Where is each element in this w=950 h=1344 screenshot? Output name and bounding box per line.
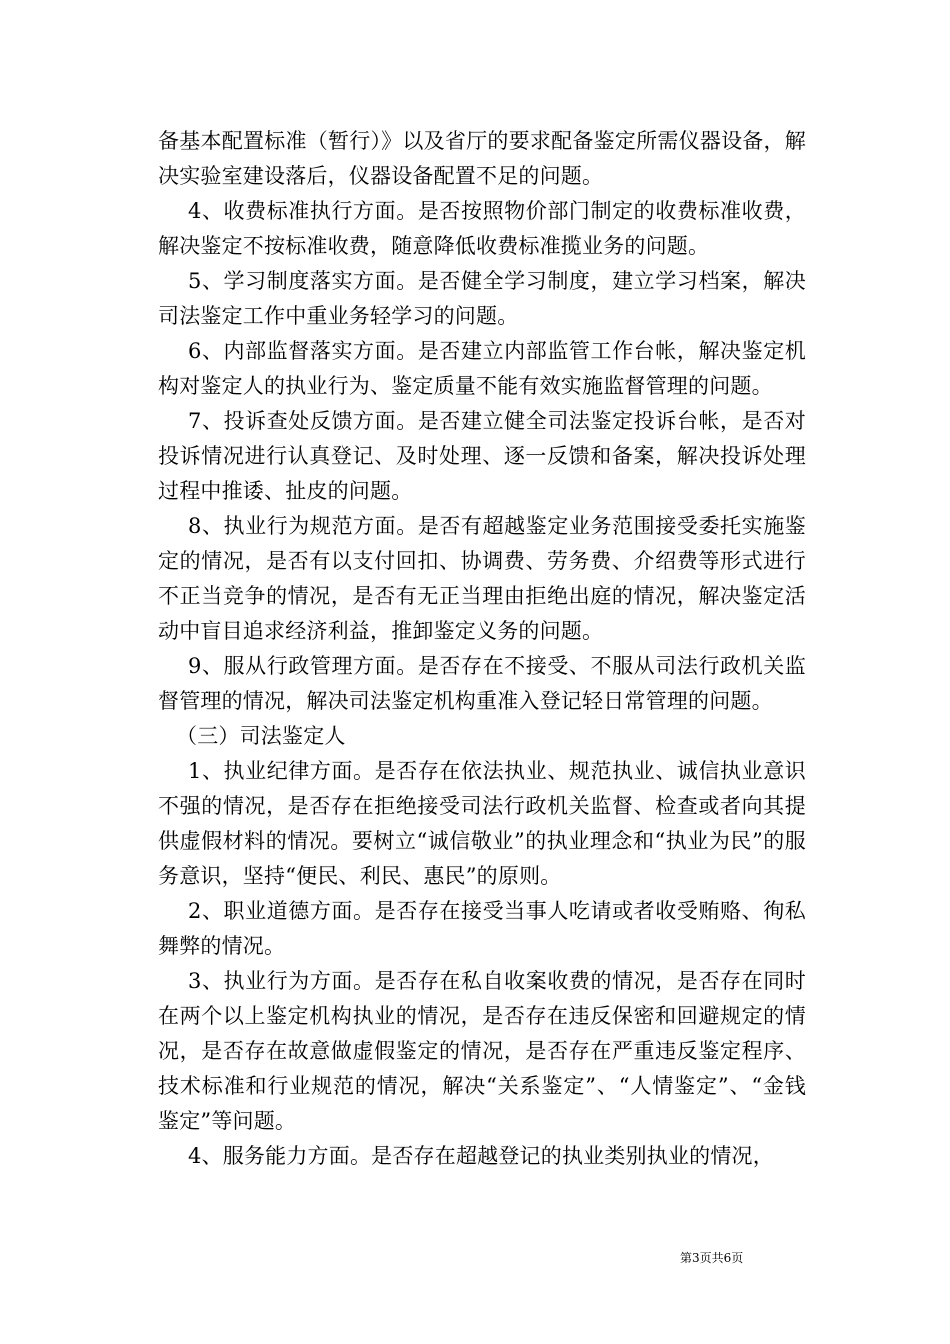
paragraph-item-1-practice-discipline: 1、执业纪律方面。是否存在依法执业、规范执业、诚信执业意识不强的情况，是否存在拒绝接受司法行政机关监督、检查或者向其提供虚假材料的情况。要树立“诚信敬业”的执业理念和“执业为民”的服务意识，坚持“便民、利民、惠民”的原则。: [158, 759, 806, 888]
page-number-footer: 第3页共6页: [680, 1251, 744, 1265]
document-body: [158, 124, 806, 1174]
paragraph-item-4-service-capability: 4、服务能力方面。是否存在超越登记的执业类别执业的情况，: [188, 1144, 774, 1168]
paragraph-item-7-complaint-handling: 7、投诉查处反馈方面。是否建立健全司法鉴定投诉台帐，是否对投诉情况进行认真登记、及时处理、逐一反馈和备案，解决投诉处理过程中推诿、扯皮的问题。: [158, 409, 806, 503]
paragraph-item-4-fee-standard: 4、收费标准执行方面。是否按照物价部门制定的收费标准收费，解决鉴定不按标准收费，随意降低收费标准揽业务的问题。: [158, 199, 806, 258]
paragraph-item-5-study-system: 5、学习制度落实方面。是否健全学习制度，建立学习档案，解决司法鉴定工作中重业务轻学习的问题。: [158, 269, 806, 328]
paragraph-continuation: 备基本配置标准（暂行）》以及省厅的要求配备鉴定所需仪器设备，解决实验室建设落后，仪器设备配置不足的问题。: [158, 129, 806, 188]
paragraph-item-8-practice-conduct: 8、执业行为规范方面。是否有超越鉴定业务范围接受委托实施鉴定的情况，是否有以支付回扣、协调费、劳务费、介绍费等形式进行不正当竞争的情况，是否有无正当理由拒绝出庭的情况，解决鉴定活动中盲目追求经济利益，推卸鉴定义务的问题。: [158, 514, 806, 643]
paragraph-item-6-internal-supervision: 6、内部监督落实方面。是否建立内部监管工作台帐，解决鉴定机构对鉴定人的执业行为、鉴定质量不能有效实施监督管理的问题。: [158, 339, 806, 398]
paragraph-item-2-professional-ethics: 2、职业道德方面。是否存在接受当事人吃请或者收受贿赂、徇私舞弊的情况。: [158, 899, 806, 958]
paragraph-item-3-practice-behavior: 3、执业行为方面。是否存在私自收案收费的情况，是否存在同时在两个以上鉴定机构执业的情况，是否存在违反保密和回避规定的情况，是否存在故意做虚假鉴定的情况，是否存在严重违反鉴定程序、技术标准和行业规范的情况，解决“关系鉴定”、“人情鉴定”、“金钱鉴定”等问题。: [158, 969, 806, 1133]
paragraph-item-9-administrative-management: 9、服从行政管理方面。是否存在不接受、不服从司法行政机关监督管理的情况，解决司法鉴定机构重准入登记轻日常管理的问题。: [158, 654, 806, 713]
section-heading-appraisers: （三）司法鉴定人: [176, 724, 346, 748]
